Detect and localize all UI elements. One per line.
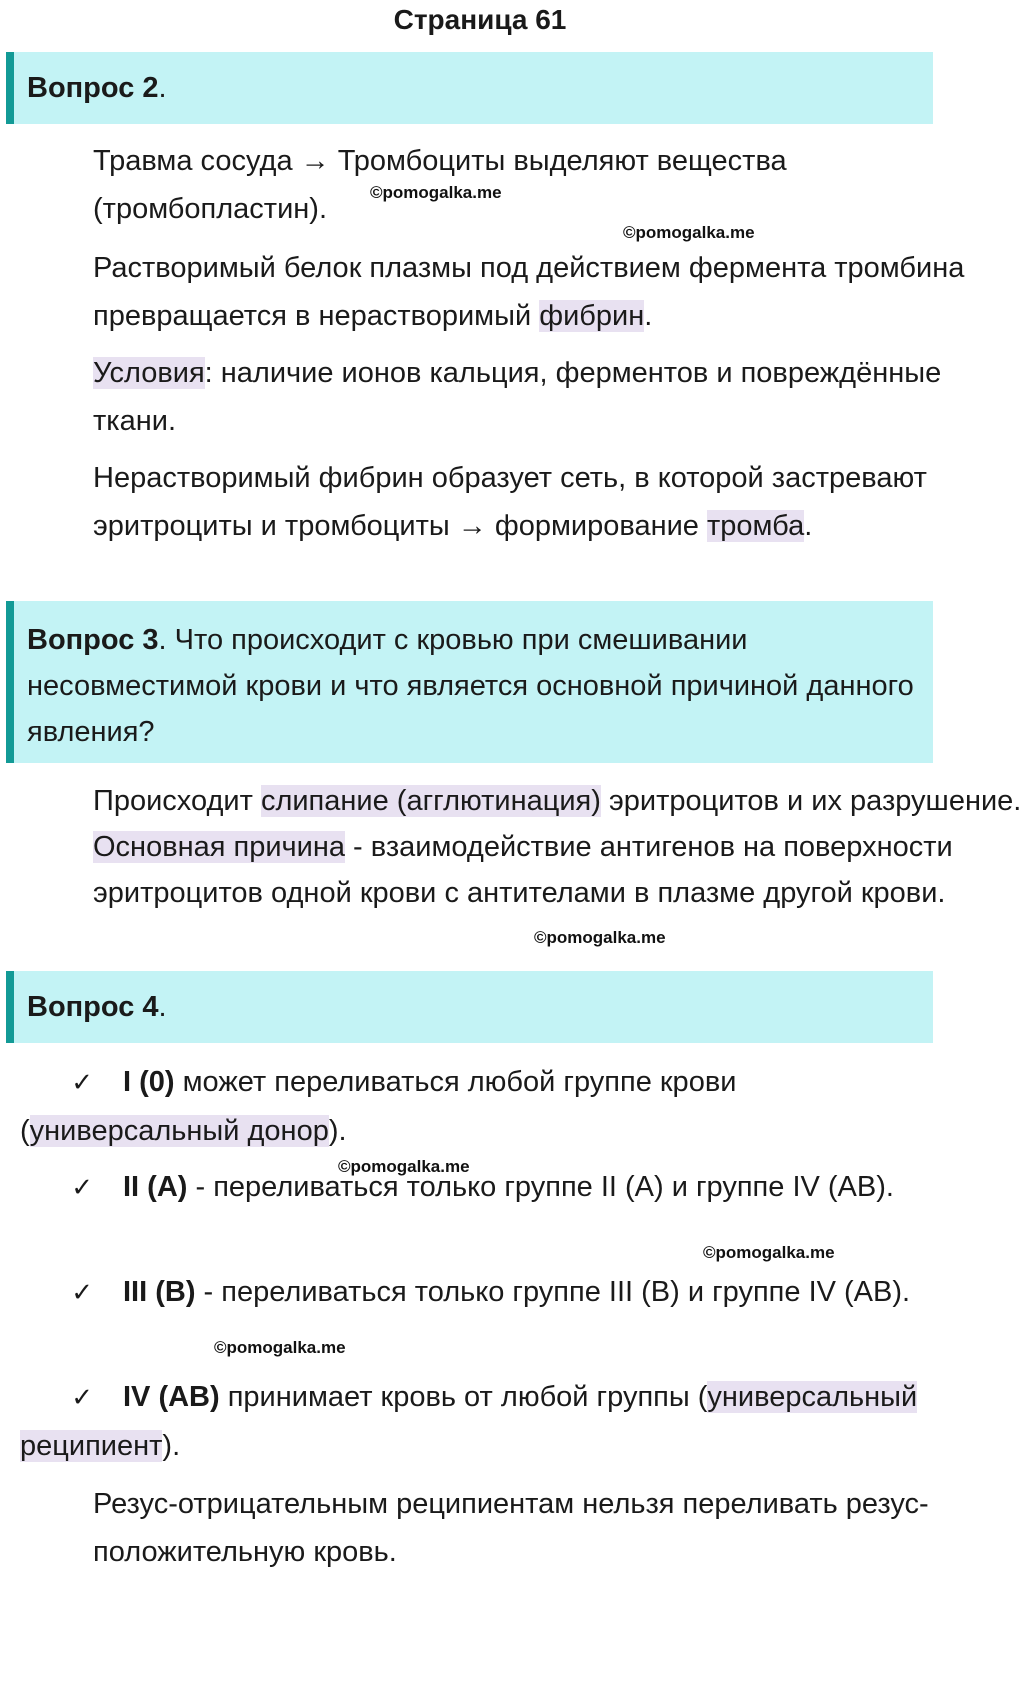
checkmark-icon: ✓ [71, 1173, 93, 1203]
item-text: может переливаться любой группе крови ( [20, 1066, 737, 1147]
watermark: ©pomogalka.me [623, 223, 755, 242]
checkmark-icon: ✓ [71, 1278, 93, 1308]
item-text: - переливаться только группе III (B) и группе IV (AB). [195, 1276, 911, 1308]
blood-group-label: IV (AB) [123, 1381, 220, 1413]
q2-paragraph-3 [20, 349, 1028, 445]
q2-paragraph-2 [20, 244, 1028, 340]
q2-p3-text: : наличие ионов кальция, ферментов и повреждённые ткани. [93, 357, 942, 437]
q2-p4-end: . [804, 510, 813, 542]
item-text: принимает кровь от любой группы ( [219, 1381, 708, 1413]
q3-answer-end: - взаимодействие антигенов на поверхности эритроцитов одной крови с антителами в плазме другой крови. [93, 831, 953, 909]
question-3-text: . Что происходит с кровью при смешивании несовместимой крови и что является основной причиной данного явления? [27, 624, 914, 748]
question-4-header [6, 971, 933, 1043]
q4-item-1 [20, 1058, 955, 1155]
question-2-label: Вопрос 2 [27, 72, 159, 104]
q4-final-note: Резус-отрицательным реципиентам нельзя переливать резус-положительную кровь. [93, 1488, 929, 1568]
watermark: ©pomogalka.me [214, 1338, 346, 1357]
checkmark-icon: ✓ [71, 1383, 93, 1413]
q2-p2-text: Растворимый белок плазмы под действием фермента тромбина превращается в нерастворимый [93, 252, 965, 332]
highlight-universal-donor: универсальный донор [29, 1115, 329, 1147]
highlight-conditions: Условия [93, 357, 205, 389]
blood-group-label: I (0) [123, 1066, 175, 1098]
q4-item-4 [20, 1373, 955, 1470]
watermark: ©pomogalka.me [370, 183, 502, 202]
page-title: Страница 61 [393, 4, 567, 35]
q3-answer-start: Происходит [93, 785, 261, 817]
watermark: ©pomogalka.me [534, 928, 666, 947]
q2-p4-text: Нерастворимый фибрин образует сеть, в которой застревают эритроциты и тромбоциты → формирование [93, 462, 927, 542]
blood-group-label: II (A) [123, 1171, 188, 1203]
blood-group-label: III (B) [123, 1276, 196, 1308]
checkmark-icon: ✓ [71, 1068, 93, 1098]
watermark: ©pomogalka.me [703, 1243, 835, 1262]
q2-paragraph-4 [20, 454, 1028, 550]
q4-item-2 [20, 1163, 955, 1212]
highlight-main-reason: Основная причина [93, 831, 345, 863]
q2-paragraph-1: Травма сосуда → Тромбоциты выделяют вещества (тромбопластин). [93, 145, 787, 225]
q3-answer-mid: эритроцитов и их разрушение. [600, 785, 1022, 817]
watermark: ©pomogalka.me [338, 1157, 470, 1176]
item-text-end: ). [328, 1115, 347, 1147]
q3-answer [20, 778, 1028, 916]
question-3-label: Вопрос 3 [27, 624, 159, 656]
item-text: - переливаться только группе II (A) и группе IV (AB). [187, 1171, 894, 1203]
highlight-universal-recipient: универсальный реципиент [20, 1381, 918, 1462]
q4-item-3 [20, 1268, 955, 1317]
question-3-header [6, 601, 933, 763]
q2-p2-end: . [644, 300, 653, 332]
highlight-thrombus: тромба [706, 510, 805, 542]
question-4-label: Вопрос 4 [27, 991, 159, 1023]
question-2-header [6, 52, 933, 124]
highlight-fibrin: фибрин [539, 300, 645, 332]
highlight-agglutination: слипание (агглютинация) [260, 785, 601, 817]
question-4-dot: . [158, 991, 167, 1023]
question-2-dot: . [158, 72, 167, 104]
item-text-end: ). [162, 1430, 181, 1462]
